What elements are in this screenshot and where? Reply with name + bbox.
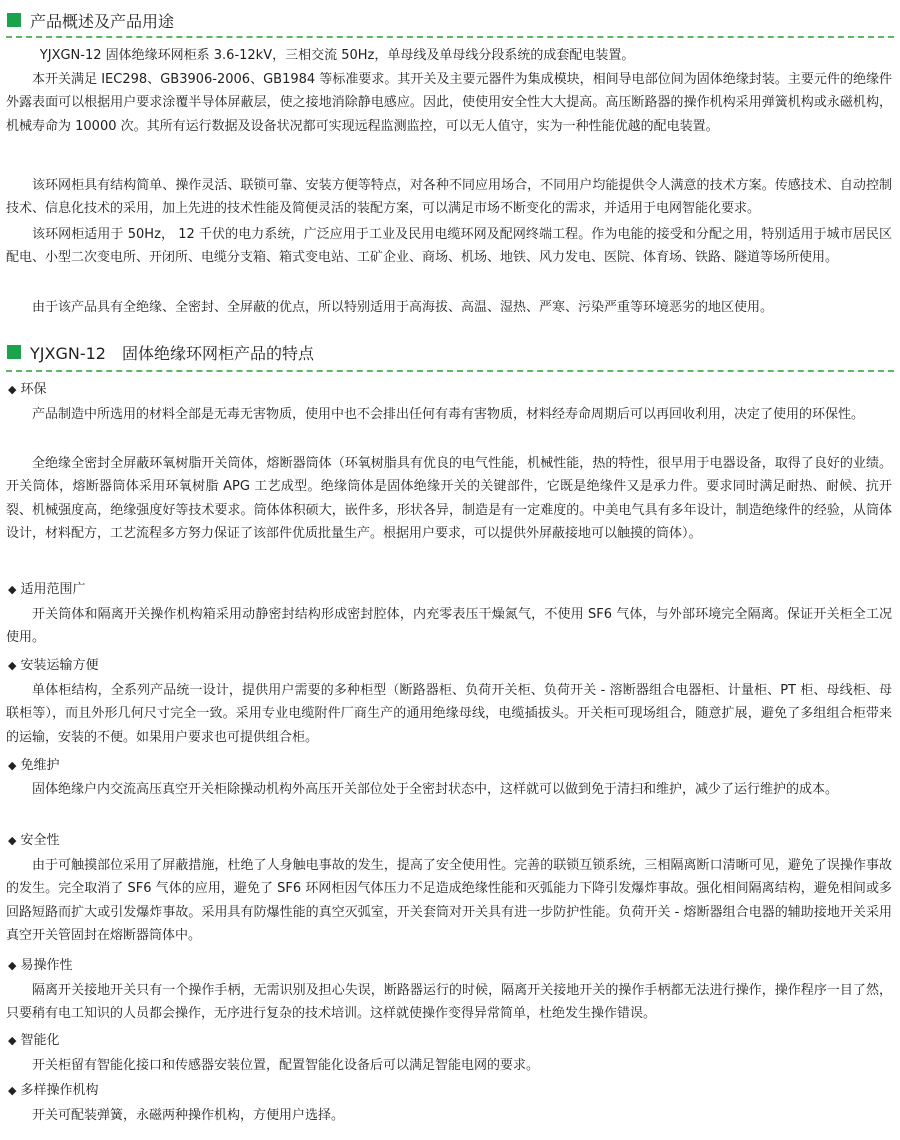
diamond-bullet-icon: ◆ bbox=[8, 959, 17, 972]
paragraph: 开关可配装弹簧，永磁两种操作机构，方便用户选择。 bbox=[32, 1108, 345, 1123]
diamond-bullet-icon: ◆ bbox=[8, 1084, 17, 1097]
feature-title-text: 安全性 bbox=[20, 833, 60, 848]
green-square-icon bbox=[7, 345, 21, 359]
diamond-bullet-icon: ◆ bbox=[8, 759, 17, 772]
paragraph: 由于该产品具有全绝缘、全密封、全屏蔽的优点，所以特别适用于高海拔、高温、湿热、严寒、污染严重等环境恶劣的地区使用。 bbox=[32, 300, 774, 315]
diamond-bullet-icon: ◆ bbox=[8, 583, 17, 596]
section-title: YJXGN-12 固体绝缘环网柜产品的特点 bbox=[30, 344, 314, 363]
feature-title bbox=[8, 1031, 59, 1051]
feature-title bbox=[8, 756, 59, 776]
feature-title bbox=[8, 580, 85, 600]
diamond-bullet-icon: ◆ bbox=[8, 1034, 17, 1047]
feature-title bbox=[8, 380, 46, 400]
paragraph: 单体柜结构，全系列产品统一设计，提供用户需要的多种柜型（断路器柜、负荷开关柜、负荷开关 - 溶断器组合电器柜、计量柜、PT 柜、母线柜、母联柜等），而且外形几何尺寸完全一致。采用专业电缆附件厂商生产的通用绝缘母线，电缆插拔头。开关柜可现场组合，随意扩展，避免了多组组合柜带来的运输，安装的不便。如果用户要求也可提供组合柜。 bbox=[6, 683, 892, 745]
diamond-bullet-icon: ◆ bbox=[8, 659, 17, 672]
feature-title-text: 易操作性 bbox=[20, 958, 73, 973]
feature-title-text: 适用范围广 bbox=[20, 582, 86, 597]
paragraph: 隔离开关接地开关只有一个操作手柄，无需识别及担心失误，断路器运行的时候，隔离开关接地开关的操作手柄都无法进行操作，操作程序一目了然，只要稍有电工知识的人员都会操作，无序进行复杂的技术培训。这样就使操作变得异常简单，杜绝发生操作错误。 bbox=[6, 983, 892, 1022]
paragraph: 开关筒体和隔离开关操作机构箱采用动静密封结构形成密封腔体，内充零表压干燥氮气，不使用 SF6 气体，与外部环境完全隔离。保证开关柜全工况使用。 bbox=[6, 607, 892, 646]
feature-title-text: 环保 bbox=[20, 382, 47, 397]
section-header-overview bbox=[0, 0, 900, 40]
feature-title-text: 多样操作机构 bbox=[20, 1083, 99, 1098]
feature-title bbox=[8, 1081, 98, 1101]
paragraph: 该环网柜适用于 50Hz， 12 千伏的电力系统，广泛应用于工业及民用电缆环网及配网终端工程。作为电能的接受和分配之用，特别适用于城市居民区配电、小型二次变电所、开闭所、电缆分支箱、箱式变电站、工矿企业、商场、机场、地铁、风力发电、医院、体育场、铁路、隧道等场所使用。 bbox=[6, 227, 892, 266]
paragraph: 本开关满足 IEC298、GB3906-2006、GB1984 等标准要求。其开关及主要元器件为集成模块，相间导电部位间为固体绝缘封装。主要元件的绝缘件外露表面可以根据用户要求涂覆半导体屏蔽层，使之接地消除静电感应。因此，使使用安全性大大提高。高压断路器的操作机构采用弹簧机构或永磁机构，机械寿命为 10000 次。其所有运行数据及设备状况都可实现远程监测监控，可以无人值守，实为一种性能优越的配电装置。 bbox=[6, 72, 892, 134]
paragraph: 固体绝缘户内交流高压真空开关柜除操动机构外高压开关部位处于全密封状态中，这样就可以做到免于清扫和维护，减少了运行维护的成本。 bbox=[32, 782, 839, 797]
feature-title bbox=[8, 831, 59, 851]
feature-title bbox=[8, 656, 98, 676]
feature-title-text: 安装运输方便 bbox=[20, 658, 99, 673]
section-title: 产品概述及产品用途 bbox=[30, 12, 175, 31]
paragraph: 开关柜留有智能化接口和传感器安装位置，配置智能化设备后可以满足智能电网的要求。 bbox=[32, 1058, 540, 1073]
diamond-bullet-icon: ◆ bbox=[8, 834, 17, 847]
dashed-divider bbox=[6, 370, 894, 372]
diamond-bullet-icon: ◆ bbox=[8, 383, 17, 396]
feature-title-text: 免维护 bbox=[20, 758, 60, 773]
paragraph: 由于可触摸部位采用了屏蔽措施，杜绝了人身触电事故的发生，提高了安全使用性。完善的联锁互锁系统，三相隔离断口清晰可见，避免了误操作事故的发生。完全取消了 SF6 气体的应用，避免了 SF6 环网柜因气体压力不足造成绝缘性能和灭弧能力下降引发爆炸事故。强化相间隔离结构，避免相间或多回路短路而扩大或引发爆炸事故。采用具有防爆性能的真空灭弧室，开关套筒对开关具有进一步防护性能。负荷开关 - 熔断器组合电器的辅助接地开关采用真空开关管固封在熔断器筒体中。 bbox=[6, 858, 892, 943]
feature-title-text: 智能化 bbox=[20, 1033, 60, 1048]
paragraph: YJXGN-12 固体绝缘环网柜系 3.6-12kV，三相交流 50Hz，单母线及单母线分段系统的成套配电装置。 bbox=[39, 48, 635, 63]
paragraph: 该环网柜具有结构简单、操作灵活、联锁可靠、安装方便等特点，对各种不同应用场合，不同用户均能提供令人满意的技术方案。传感技术、自动控制技术、信息化技术的采用，加上先进的技术性能及简便灵活的装配方案，可以满足市场不断变化的需求，并适用于电网智能化要求。 bbox=[6, 178, 892, 217]
paragraph: 全绝缘全密封全屏蔽环氧树脂开关筒体，熔断器筒体（环氧树脂具有优良的电气性能，机械性能，热的特性，很早用于电器设备，取得了良好的业绩。开关筒体，熔断器筒体采用环氧树脂 APG 工艺成型。绝缘筒体是固体绝缘开关的关键部件，它既是绝缘件又是承力件。要求同时满足耐热、耐候、抗开裂、机械强度高，绝缘强度好等技术要求。筒体体积硕大，嵌件多，形状各异，制造是有一定难度的。中美电气具有多年设计，制造绝缘件的经验，从筒体设计，材料配方，工艺流程多方努力保证了该部件优质批量生产。根据用户要求，可以提供外屏蔽接地可以触摸的筒体）。 bbox=[6, 456, 892, 541]
feature-title bbox=[8, 956, 72, 976]
paragraph: 产品制造中所选用的材料全部是无毒无害物质，使用中也不会排出任何有毒有害物质，材料经寿命周期后可以再回收利用，决定了使用的环保性。 bbox=[32, 407, 865, 422]
section-header-features bbox=[0, 332, 900, 372]
green-square-icon bbox=[7, 13, 21, 27]
dashed-divider bbox=[6, 36, 894, 38]
